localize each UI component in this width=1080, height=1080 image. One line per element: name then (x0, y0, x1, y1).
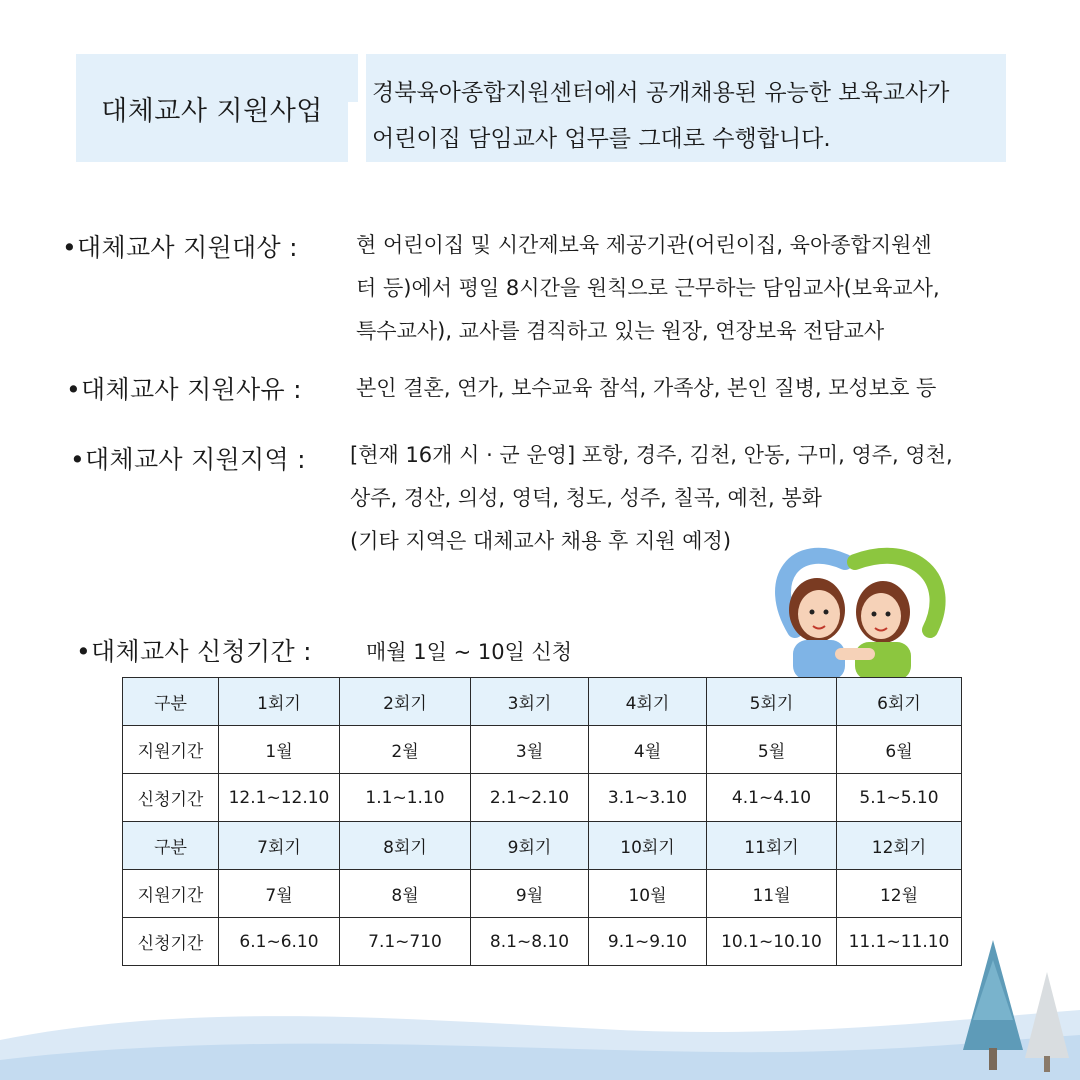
table-cell: 신청기간 (123, 918, 219, 966)
table-cell: 1월 (219, 726, 340, 774)
period-label: •대체교사 신청기간 : (76, 637, 312, 666)
table-row (123, 918, 962, 966)
table-cell: 2.1~2.10 (471, 774, 589, 822)
table-cell: 12월 (837, 870, 962, 918)
table-cell: 10회기 (589, 822, 707, 870)
table-cell: 지원기간 (123, 726, 219, 774)
table-cell: 6회기 (837, 678, 962, 726)
table-cell: 3.1~3.10 (589, 774, 707, 822)
table-cell: 4월 (589, 726, 707, 774)
table-cell: 5.1~5.10 (837, 774, 962, 822)
table-cell: 2월 (340, 726, 471, 774)
schedule-table (122, 677, 962, 966)
reason-label: •대체교사 지원사유 : (66, 375, 302, 404)
table-cell: 5회기 (707, 678, 837, 726)
table-cell: 1.1~1.10 (340, 774, 471, 822)
table-cell: 1회기 (219, 678, 340, 726)
target-line: 터 등)에서 평일 8시간을 원칙으로 근무하는 담임교사(보육교사, (356, 276, 940, 300)
region-label: •대체교사 지원지역 : (70, 445, 306, 474)
table-cell: 8월 (340, 870, 471, 918)
table-cell: 10.1~10.10 (707, 918, 837, 966)
table-cell: 2회기 (340, 678, 471, 726)
table-cell: 구분 (123, 822, 219, 870)
table-row (123, 870, 962, 918)
table-cell: 8회기 (340, 822, 471, 870)
table-cell: 11.1~11.10 (837, 918, 962, 966)
blue-wave-background (0, 990, 1080, 1080)
region-line: [현재 16개 시 · 군 운영] 포항, 경주, 김천, 안동, 구미, 영주, 영천, (350, 443, 953, 467)
target-label: •대체교사 지원대상 : (62, 233, 298, 262)
program-title: 대체교사 지원사업 (101, 95, 323, 127)
target-line: 현 어린이집 및 시간제보육 제공기관(어린이집, 육아종합지원센 (356, 233, 932, 257)
description-line: 어린이집 담임교사 업무를 그대로 수행합니다. (372, 126, 831, 152)
table-cell: 12.1~12.10 (219, 774, 340, 822)
program-description (366, 54, 1006, 162)
table-cell: 5월 (707, 726, 837, 774)
program-title-box (76, 54, 348, 162)
snowy-pine-trees-icon (945, 930, 1080, 1080)
table-row (123, 822, 962, 870)
table-cell: 10월 (589, 870, 707, 918)
target-text (356, 224, 940, 353)
region-line: 상주, 경산, 의성, 영덕, 청도, 성주, 칠곡, 예천, 봉화 (350, 486, 822, 510)
reason-text (356, 367, 936, 410)
reason-line: 본인 결혼, 연가, 보수교육 참석, 가족상, 본인 질병, 모성보호 등 (356, 376, 937, 400)
table-cell: 3회기 (471, 678, 589, 726)
table-cell: 9회기 (471, 822, 589, 870)
table-cell: 11회기 (707, 822, 837, 870)
table-cell: 4.1~4.10 (707, 774, 837, 822)
table-cell: 8.1~8.10 (471, 918, 589, 966)
table-row (123, 726, 962, 774)
table-cell: 구분 (123, 678, 219, 726)
table-cell: 신청기간 (123, 774, 219, 822)
table-cell: 7회기 (219, 822, 340, 870)
table-cell: 12회기 (837, 822, 962, 870)
region-line: (기타 지역은 대체교사 채용 후 지원 예정) (350, 529, 732, 553)
table-cell: 7월 (219, 870, 340, 918)
period-value: 매월 1일 ~ 10일 신청 (366, 640, 573, 664)
table-cell: 6월 (837, 726, 962, 774)
table-cell: 3월 (471, 726, 589, 774)
table-cell: 지원기간 (123, 870, 219, 918)
two-teachers-heart-illustration (755, 540, 955, 680)
table-row (123, 774, 962, 822)
table-cell: 9.1~9.10 (589, 918, 707, 966)
description-line: 경북육아종합지원센터에서 공개채용된 유능한 보육교사가 (372, 80, 950, 106)
table-cell: 6.1~6.10 (219, 918, 340, 966)
table-cell: 4회기 (589, 678, 707, 726)
table-row (123, 678, 962, 726)
table-cell: 11월 (707, 870, 837, 918)
target-line: 특수교사), 교사를 겸직하고 있는 원장, 연장보육 전담교사 (356, 319, 885, 343)
table-cell: 7.1~710 (340, 918, 471, 966)
table-cell: 9월 (471, 870, 589, 918)
